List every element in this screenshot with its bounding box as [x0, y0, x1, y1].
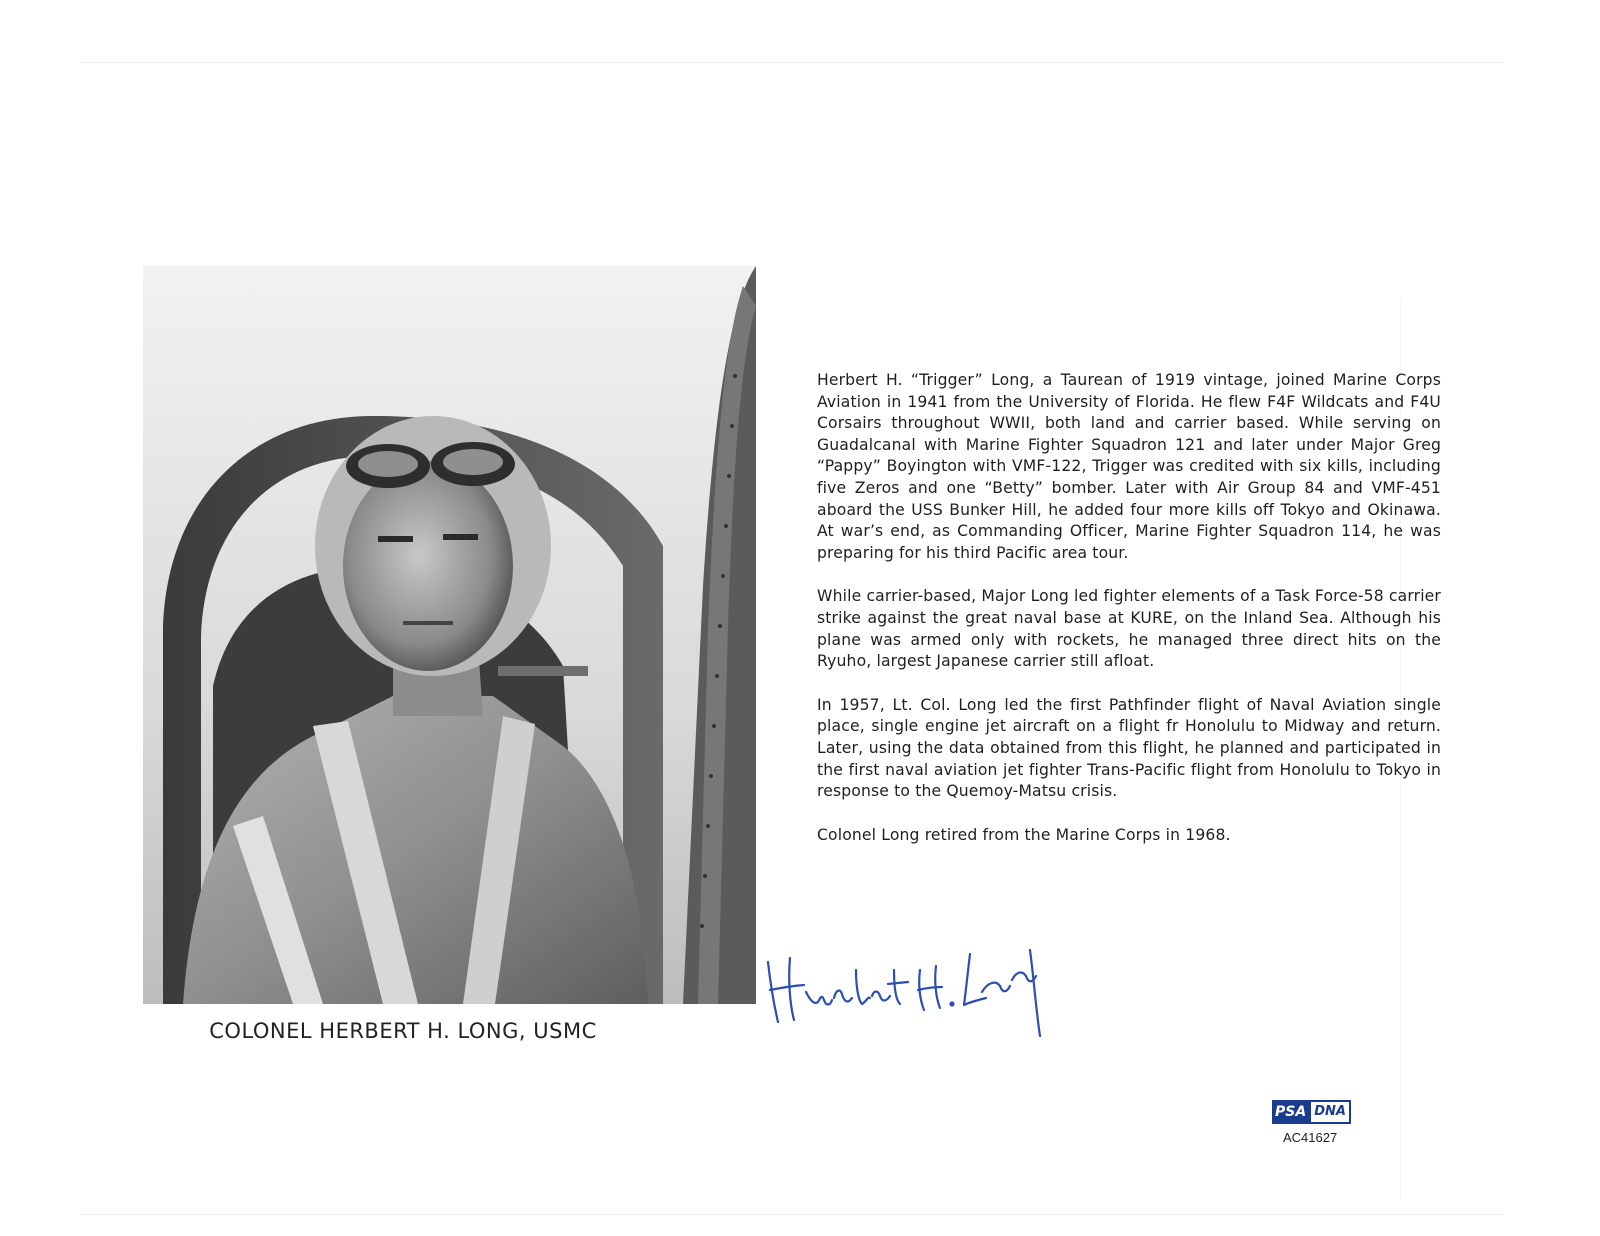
bio-paragraph: In 1957, Lt. Col. Long led the first Pathfinder flight of Naval Aviation single place, single engine jet aircraft on a flight fr Honolulu to Midway and return. Later, using the data obtained from this flight, he planned and participated in the first naval aviation jet fighter Trans-Pacific flight from Honolulu to Tokyo in response to the Quemoy-Matsu crisis.: [817, 695, 1441, 801]
photo-caption: COLONEL HERBERT H. LONG, USMC: [209, 1019, 597, 1043]
authentication-code: AC41627: [1283, 1130, 1338, 1145]
bio-paragraph: While carrier-based, Major Long led fighter elements of a Task Force-58 carrier strike against the great naval base at KURE, on the Inland Sea. Although his plane was armed only with rockets, he managed three direct hits on the Ryuho, largest Japanese carrier still afloat.: [817, 587, 1441, 671]
psa-dna-logo: [1272, 1100, 1372, 1124]
page-bottom-edge: [80, 1214, 1504, 1215]
authentication-sticker: [1272, 1100, 1372, 1160]
bio-paragraph: Herbert H. “Trigger” Long, a Taurean of 1919 vintage, joined Marine Corps Aviation in 1941 from the University of Florida. He flew F4F Wildcats and F4U Corsairs throughout WWII, both land and carrier based. While serving on Guadalcanal with Marine Fighter Squadron 121 and later under Major Greg “Pappy” Boyington with VMF-122, Trigger was credited with six kills, including five Zeros and one “Betty” bomber. Later with Air Group 84 and VMF-451 aboard the USS Bunker Hill, he added four more kills off Tokyo and Okinawa. At war’s end, as Commanding Officer, Marine Fighter Squadron 114, he was preparing for his third Pacific area tour.: [817, 371, 1441, 562]
handwritten-signature: [760, 910, 1060, 1040]
psa-logo-text: PSA: [1272, 1100, 1309, 1124]
pilot-portrait-photo: [143, 266, 756, 1004]
pilot-photo: [143, 266, 756, 1004]
biography-text: [817, 370, 1441, 868]
page-top-edge: [80, 62, 1504, 63]
bio-paragraph: Colonel Long retired from the Marine Corps in 1968.: [817, 825, 1231, 844]
dna-logo-text: DNA: [1309, 1100, 1351, 1124]
signature-icon: [760, 910, 1060, 1040]
